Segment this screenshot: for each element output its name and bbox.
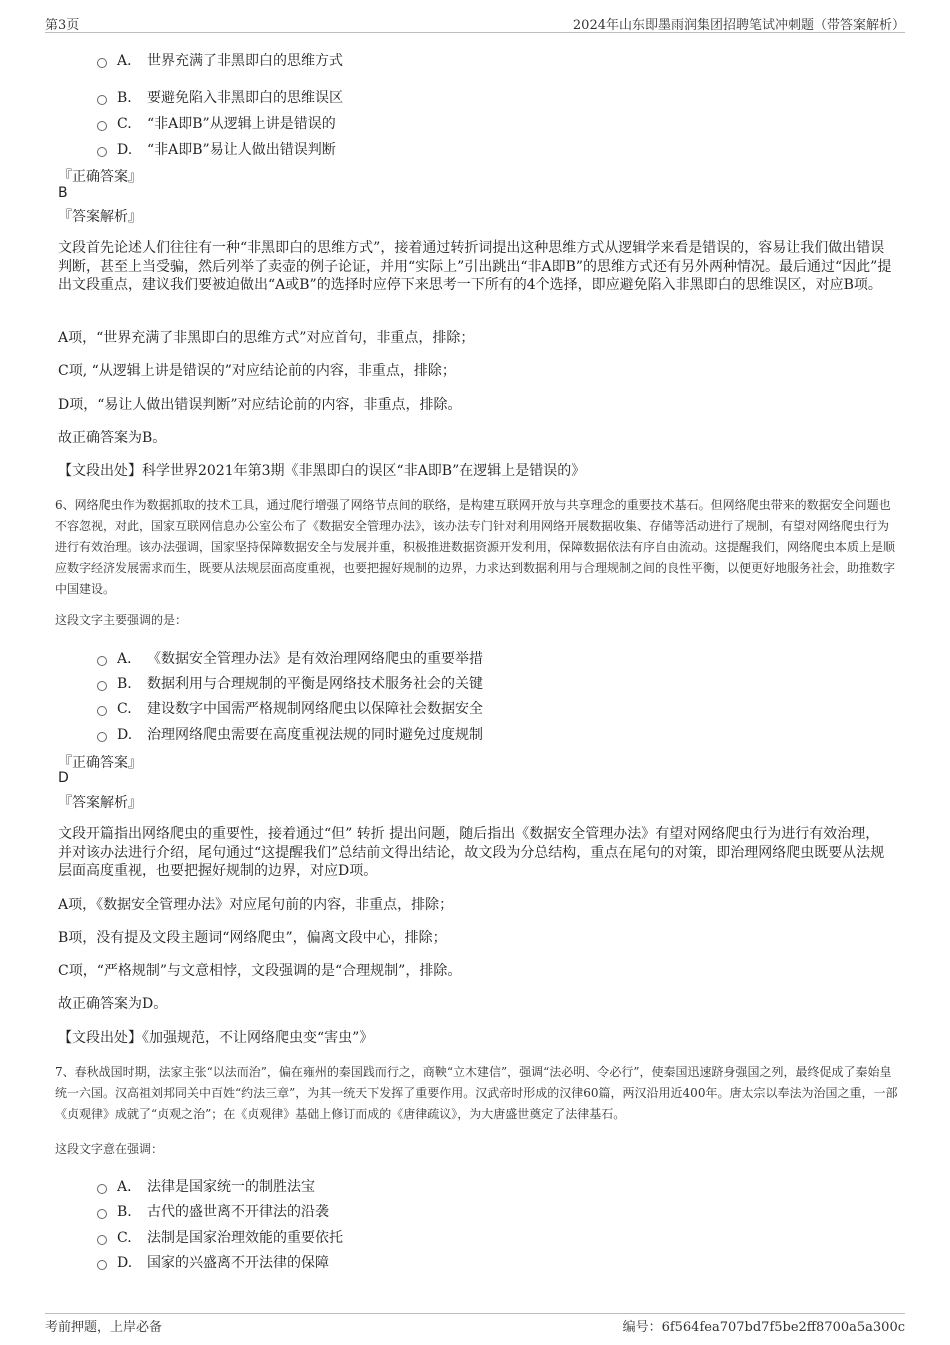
radio-icon[interactable] [97,1260,107,1270]
q6-answer: D [58,770,69,786]
q6-question-text: 6、网络爬虫作为数据抓取的技术工具，通过爬行增强了网络节点间的联络，是构建互联网开放与共享理念的重要技术基石。但网络爬虫带来的数据安全问题也不容忽视，对此，国家互联网信息办公室公布了《数据安全管理办法》，该办法专门针对利用网络开展数据收集、存储等活动进行了规制，有望对网络爬虫行为进行有效治理。该办法强调，国家坚持保障数据安全与发展并重，积极推进数据资源开发利用，保障数据依法有序自由流动。这提醒我们，网络爬虫本质上是顺应数字经济发展需求而生，既要从法规层面高度重视，也要把握好规制的边界，力求达到数据利用与合理规制之间的良性平衡，以便更好地服务社会，助推数字中国建设。 [55,498,896,596]
q7-option-a[interactable]: A． 法律是国家统一的制胜法宝 [97,1176,315,1196]
q6-option-d[interactable]: D. 治理网络爬虫需要在高度重视法规的同时避免过度规制 [97,724,483,744]
q6-source: 【文段出处】《加强规范，不让网络爬虫变“害虫”》 [58,1030,374,1046]
q7-option-b[interactable]: B. 古代的盛世离不开律法的沿袭 [97,1201,329,1221]
q6-note-c: C项，“严格规制”与文意相悖，文段强调的是“合理规制”，排除。 [58,963,462,979]
q6-note-a: A项，《数据安全管理办法》对应尾句前的内容，非重点，排除； [58,897,454,913]
radio-icon[interactable] [97,1235,107,1245]
document-code: 编号：6f564fea707bd7f5be2ff8700a5a300c [622,1320,905,1335]
q6-question-ask: 这段文字主要强调的是： [55,613,188,627]
footer-slogan: 考前押题，上岸必备 [45,1320,163,1335]
q5-note-c: C项, “从逻辑上讲是错误的”对应结论前的内容，非重点，排除； [58,363,456,379]
document-title: 2024年山东即墨雨润集团招聘笔试冲刺题（带答案解析） [572,18,905,33]
q6-option-a[interactable]: A． 《数据安全管理办法》是有效治理网络爬虫的重要举措 [97,648,483,668]
q5-option-c[interactable]: C. “非A即B”从逻辑上讲是错误的 [97,113,336,133]
q5-option-b[interactable]: B. 要避免陷入非黑即白的思维误区 [97,87,343,107]
q5-source: 【文段出处】科学世界2021年第3期《非黑即白的误区“非A即B”在逻辑上是错误的》 [58,463,586,479]
q5-analysis: 文段首先论述人们往往有一种“非黑即白的思维方式”，接着通过转折词提出这种思维方式从逻辑学来看是错误的，容易让我们做出错误判断，甚至上当受骗，然后列举了卖壶的例子论证，并用“实际上”引出跳出“非A即B”的思维方式还有另外两种情况。最后通过“因此”提出文段重点，建议我们要被迫做出“A或B”的选择时应停下来思考一下所有的4个选择，即应避免陷入非黑即白的思维误区，对应B项。 [58,240,892,293]
q5-option-d[interactable]: D. “非A即B”易让人做出错误判断 [97,139,336,159]
q6-conclusion: 故正确答案为D。 [58,996,168,1012]
q6-option-c[interactable]: C. 建设数字中国需严格规制网络爬虫以保障社会数据安全 [97,698,483,718]
q5-analysis-label: 『答案解析』 [58,209,142,225]
q5-note-a: A项，“世界充满了非黑即白的思维方式”对应首句，非重点，排除； [58,330,475,346]
radio-icon[interactable] [97,656,107,666]
q5-answer-label: 『正确答案』 [58,169,142,185]
radio-icon[interactable] [97,732,107,742]
page-header [45,12,905,33]
radio-icon[interactable] [97,1209,107,1219]
radio-icon[interactable] [97,706,107,716]
page-number: 第3页 [45,18,80,33]
q6-option-b[interactable]: B. 数据利用与合理规制的平衡是网络技术服务社会的关键 [97,673,483,693]
radio-icon[interactable] [97,58,107,68]
q7-option-d[interactable]: D. 国家的兴盛离不开法律的保障 [97,1252,329,1272]
q6-analysis-label: 『答案解析』 [58,795,142,811]
page-footer [45,1313,905,1334]
q7-question-text: 7、春秋战国时期，法家主张“以法而治”，偏在雍州的秦国践而行之，商鞅“立木建信”，强调“法必明、令必行”，使秦国迅速跻身强国之列，最终促成了秦始皇统一六国。汉高祖刘邦同关中百姓“约法三章”，为其一统天下发挥了重要作用。汉武帝时形成的汉律60篇，两汉沿用近400年。唐太宗以奉法为治国之重，一部《贞观律》成就了“贞观之治”；在《贞观律》基础上修订而成的《唐律疏议》，为大唐盛世奠定了法律基石。 [55,1065,898,1121]
q7-question-ask: 这段文字意在强调： [55,1142,164,1156]
q5-option-a[interactable]: A． 世界充满了非黑即白的思维方式 [97,50,343,70]
q6-analysis: 文段开篇指出网络爬虫的重要性，接着通过“但” 转折 提出问题，随后指出《数据安全管理办法》有望对网络爬虫行为进行有效治理，并对该办法进行介绍，尾句通过“这提醒我们”总结前文得出结论，故文段为分总结构，重点在尾句的对策，即治理网络爬虫既要从法规层面高度重视，也要把握好规制的边界，对应D项。 [58,826,885,879]
q5-conclusion: 故正确答案为B。 [58,430,167,446]
radio-icon[interactable] [97,121,107,131]
radio-icon[interactable] [97,147,107,157]
q7-option-c[interactable]: C. 法制是国家治理效能的重要依托 [97,1227,343,1247]
radio-icon[interactable] [97,95,107,105]
q5-note-d: D项，“易让人做出错误判断”对应结论前的内容，非重点，排除。 [58,397,462,413]
q5-answer: B [58,185,68,201]
radio-icon[interactable] [97,681,107,691]
q6-note-b: B项，没有提及文段主题词“网络爬虫”，偏离文段中心，排除； [58,930,447,946]
q6-answer-label: 『正确答案』 [58,755,142,771]
radio-icon[interactable] [97,1184,107,1194]
